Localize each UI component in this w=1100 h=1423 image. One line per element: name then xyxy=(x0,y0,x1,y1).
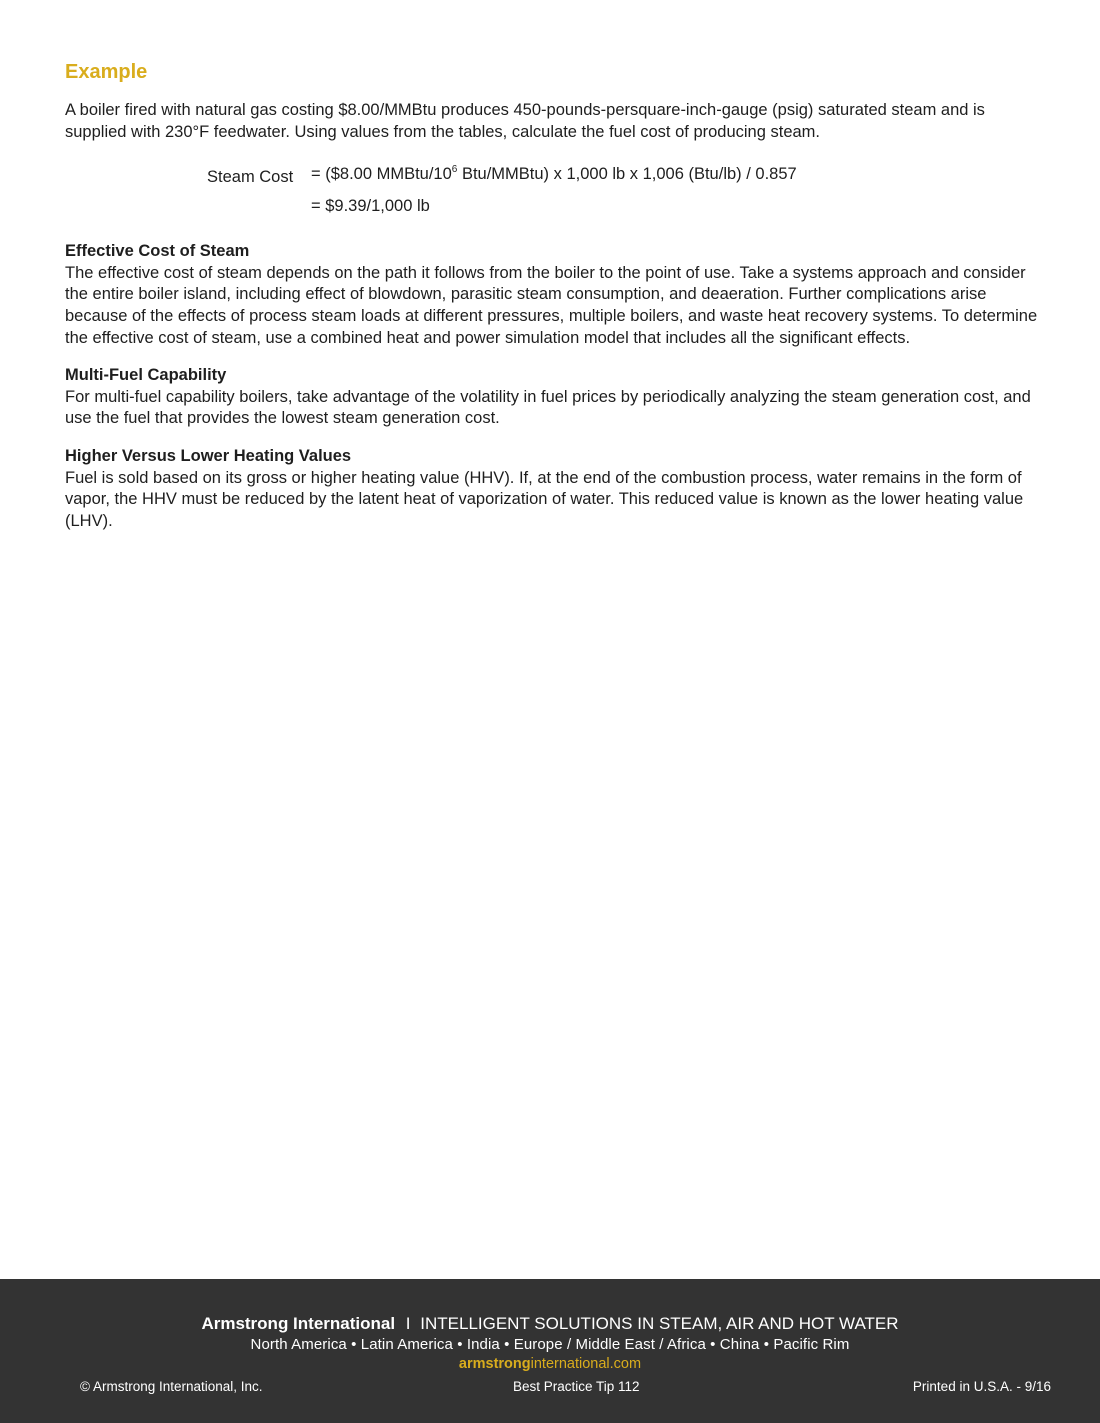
section-body: The effective cost of steam depends on the path it follows from the boiler to the point of use. Take a systems approach and consider the entire boiler island, including effect of blowdown, parasitic steam consumption, and deaeration. Further complications arise because of the effects of process steam loads at different pressures, multiple boilers, and waste heat recovery systems. To determine the effective cost of steam, use a combined heat and power simulation model that includes all the significant effects. xyxy=(65,263,1038,347)
page-footer xyxy=(0,1279,1100,1423)
section-effective-cost xyxy=(65,241,1040,349)
section-body: Fuel is sold based on its gross or higher heating value (HHV). If, at the end of the combustion process, water remains in the form of vapor, the HHV must be reduced by the latent heat of vaporization of water. This reduced value is known as the lower heating value (LHV). xyxy=(65,468,1024,530)
formula-line-1-start: = ($8.00 MMBtu/10 xyxy=(311,165,452,184)
footer-printed: Printed in U.S.A. - 9/16 xyxy=(912,1379,1051,1394)
footer-tip-number: Best Practice Tip 112 xyxy=(513,1379,640,1394)
footer-regions: North America • Latin America • India • Europe / Middle East / Africa • China • Pacific Rim xyxy=(250,1336,850,1353)
footer-copyright: © Armstrong International, Inc. xyxy=(80,1379,263,1394)
formula-line-1 xyxy=(311,165,797,184)
steam-cost-formula xyxy=(65,165,1040,235)
footer-brand: Armstrong International xyxy=(201,1314,396,1333)
footer-tagline: INTELLIGENT SOLUTIONS IN STEAM, AIR AND HOT WATER xyxy=(420,1314,899,1333)
formula-line-1-end: Btu/MMBtu) x 1,000 lb x 1,006 (Btu/lb) / 0.857 xyxy=(457,165,797,184)
footer-separator: I xyxy=(405,1314,411,1333)
section-title: Effective Cost of Steam xyxy=(65,242,250,261)
formula-line-2: = $9.39/1,000 lb xyxy=(311,197,430,216)
footer-website-link[interactable] xyxy=(0,1355,1100,1373)
section-title: Higher Versus Lower Heating Values xyxy=(65,446,352,465)
main-content xyxy=(65,58,1040,532)
footer-website-rest: international.com xyxy=(530,1356,642,1372)
footer-website-strong: armstrong xyxy=(458,1356,531,1372)
example-heading: Example xyxy=(65,61,148,83)
section-body: For multi-fuel capability boilers, take advantage of the volatility in fuel prices by periodically analyzing the steam generation cost, and use the fuel that provides the lowest steam generation cost. xyxy=(65,387,1031,428)
section-title: Multi-Fuel Capability xyxy=(65,366,227,385)
example-paragraph: A boiler fired with natural gas costing $8.00/MMBtu produces 450-pounds-persquare-inch-gauge (psig) saturated steam and is supplied with 230°F feedwater. Using values from the tables, calculate the fuel cost of producing steam. xyxy=(65,101,985,141)
formula-exponent: 6 xyxy=(451,164,458,176)
footer-tagline-line xyxy=(0,1314,1100,1334)
formula-label: Steam Cost xyxy=(207,168,294,187)
section-heating-values xyxy=(65,446,1040,532)
section-multi-fuel xyxy=(65,365,1040,430)
